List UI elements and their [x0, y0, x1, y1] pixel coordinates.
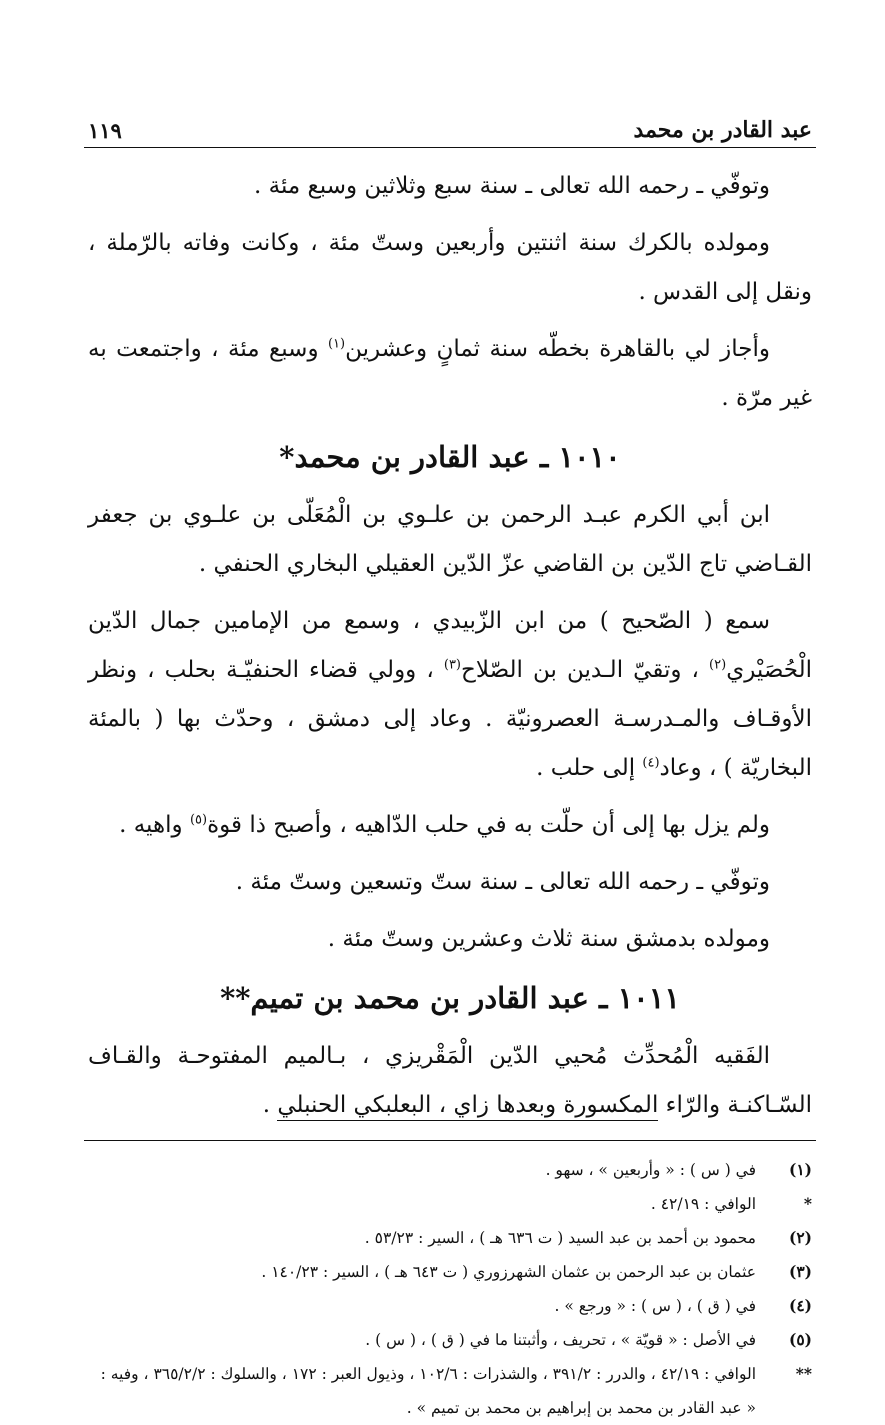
footnote-ref-3[interactable]: (٣): [443, 657, 461, 673]
paragraph-jurist-description: [88, 1032, 812, 1130]
footnote-ref-1[interactable]: (١): [327, 336, 346, 352]
footnote-1: [88, 1153, 812, 1187]
running-title: عبد القادر بن محمد: [633, 117, 812, 143]
paragraph-lineage: ابن أبي الكرم عبـد الرحمن بن علـوي بن الْمُعَلّى بن علـوي بن جعفر القـاضي تاج الدّين بن القاضي عزّ الدّين العقيلي البخاري الحنفي .: [88, 502, 812, 577]
footnote-4: [88, 1289, 812, 1323]
footnotes: [84, 1153, 816, 1425]
text-run: إلى حلب .: [536, 755, 643, 781]
footnote-mark: (٢): [788, 1228, 812, 1247]
paragraph-studies: [88, 597, 812, 793]
footnote-mark: *: [803, 1194, 812, 1213]
text-run: وسبع مئة ، واجتمعت به غير مرّة .: [88, 336, 812, 411]
footnote-star: [88, 1187, 812, 1221]
main-text: [84, 162, 816, 1130]
book-page: [84, 105, 816, 1425]
page-header: [84, 105, 816, 148]
text-run: ولم يزل بها إلى أن حلّت به في حلب الدّاهيه ، وأصبح ذا قوة: [207, 812, 770, 838]
paragraph-death-note: وتوفّي ـ رحمه الله تعالى ـ سنة سبع وثلاثين وسبع مئة .: [254, 173, 770, 199]
footnote-text: في الأصل : « قويّة » ، تحريف ، وأثبتنا ما في ( ق ) ، ( س ) .: [365, 1331, 756, 1349]
footnote-mark: (١): [788, 1160, 812, 1179]
footnote-ref-5[interactable]: (٥): [189, 812, 208, 828]
text-run: الفَقيه الْمُحدِّث مُحيي الدّين الْمَقْريزي ، بـالميم المفتوحـة والقـاف السّـاكنـة والرّاء: [88, 1043, 812, 1118]
paragraph-ijaza-note: [88, 325, 812, 423]
footnote-text: في ( س ) : « وأربعين » ، سهو .: [545, 1161, 756, 1179]
footnote-text: الوافي : ٤٢/١٩ .: [650, 1195, 756, 1213]
underlined-text: المكسورة وبعدها زاي ، البعلبكي الحنبلي: [277, 1092, 658, 1121]
page-number: ١١٩: [88, 118, 122, 143]
entry-title-1011: ١٠١١ ـ عبد القادر بن محمد بن تميم**: [220, 981, 680, 1015]
footnote-divider: [84, 1140, 816, 1141]
footnote-ref-2[interactable]: (٢): [709, 657, 727, 673]
paragraph-death-note-2: وتوفّي ـ رحمه الله تعالى ـ سنة ستّ وتسعين وستّ مئة .: [235, 869, 770, 895]
footnote-text: الوافي : ٤٢/١٩ ، والدرر : ٣٩١/٢ ، والشذرات : ١٠٢/٦ ، وذيول العبر : ١٧٢ ، والسلوك : ٣٦٥/٢/٢ ، وفيه : « عبد القادر بن محمد بن إبراهيم بن محمد بن تميم » .: [100, 1365, 756, 1417]
paragraph-birth-note-2: ومولده بدمشق سنة ثلاث وعشرين وستّ مئة .: [327, 926, 770, 952]
footnote-ref-4[interactable]: (٤): [642, 755, 660, 771]
text-run: واهيه .: [119, 812, 190, 838]
footnote-mark: **: [795, 1364, 812, 1383]
footnote-text: محمود بن أحمد بن عبد السيد ( ت ٦٣٦ هـ ) ، السير : ٥٣/٢٣ .: [364, 1229, 756, 1247]
footnote-5: [88, 1323, 812, 1357]
text-run: .: [262, 1092, 278, 1118]
footnote-text: في ( ق ) ، ( س ) : « ورجع » .: [554, 1297, 756, 1315]
footnote-double-star: [88, 1357, 812, 1425]
text-run: سمع ( الصّحيح ) من ابن الزّبيدي ، وسمع من الإمامين جمال الدّين الْحُصَيْري: [88, 608, 813, 683]
footnote-2: [88, 1221, 812, 1255]
paragraph-birth-note: ومولده بالكرك سنة اثنتين وأربعين وستّ مئة ، وكانت وفاته بالرّملة ، ونقل إلى القدس .: [88, 230, 812, 305]
text-run: ، وولي قضاء الحنفيّـة بحلب ، ونظر الأوقـاف والمـدرسـة العصرونيّة . وعاد إلى دمشق ، وحدّث بها ( بالمئة البخاريّة ) ، وعاد: [88, 657, 812, 781]
footnote-mark: (٤): [788, 1296, 812, 1315]
text-run: وأجاز لي بالقاهرة بخطّه سنة ثمانٍ وعشرين: [345, 336, 771, 362]
paragraph-calamity: [88, 801, 812, 850]
footnote-mark: (٥): [788, 1330, 812, 1349]
footnote-3: [88, 1255, 812, 1289]
footnote-text: عثمان بن عبد الرحمن بن عثمان الشهرزوري ( ت ٦٤٣ هـ ) ، السير : ١٤٠/٢٣ .: [261, 1263, 756, 1281]
entry-title-1010: ١٠١٠ ـ عبد القادر بن محمد*: [279, 440, 621, 474]
footnote-mark: (٣): [788, 1262, 812, 1281]
text-run: ، وتقيّ الـدين بن الصّلاح: [461, 657, 710, 683]
